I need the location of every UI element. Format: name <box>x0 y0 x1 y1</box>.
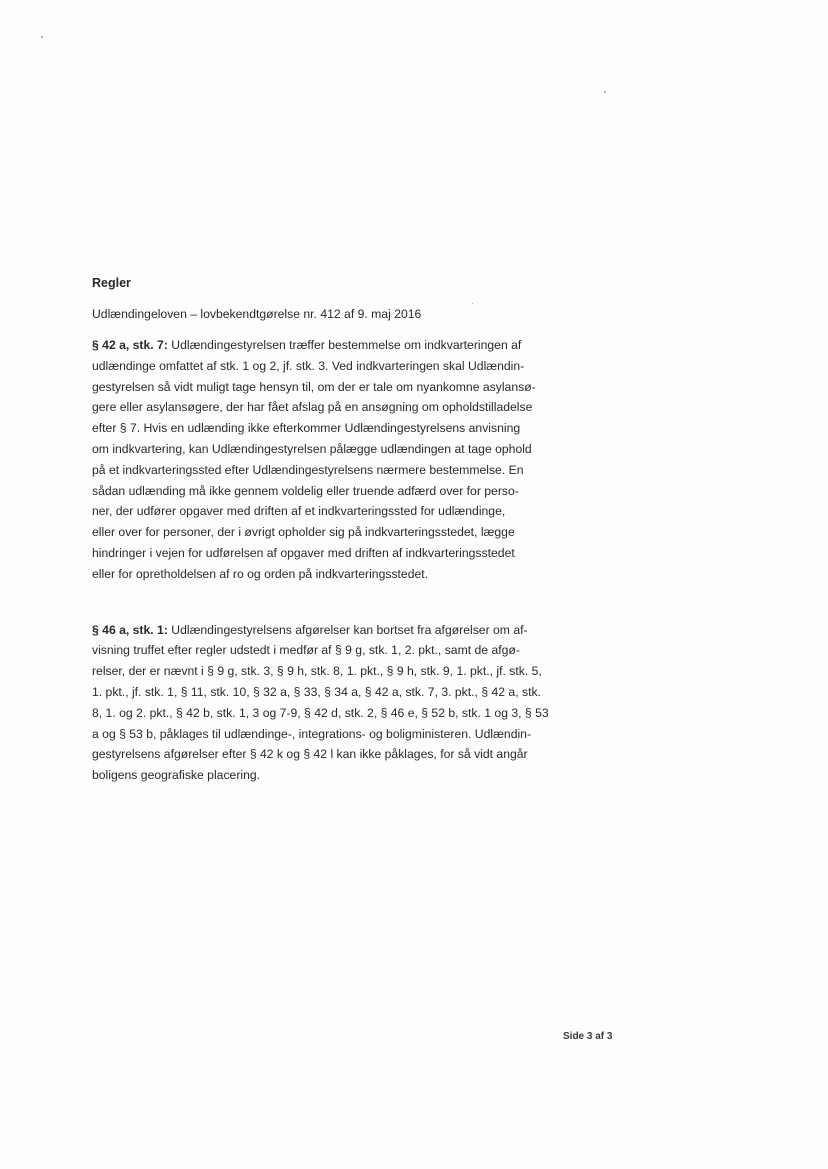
scan-speck <box>41 36 43 38</box>
paragraph-line: gestyrelsens afgørelser efter § 42 k og § 42 l kan ikke påklages, for så vidt angår <box>92 747 528 762</box>
paragraph-line: relser, der er nævnt i § 9 g, stk. 3, § 9 h, stk. 8, 1. pkt., § 9 h, stk. 9, 1. pkt., jf. stk. 5, <box>92 664 542 679</box>
paragraph-46a-stk1 <box>92 620 654 786</box>
paragraph-line: udlændinge omfattet af stk. 1 og 2, jf. stk. 3. Ved indkvarteringen skal Udlændin- <box>92 358 525 373</box>
paragraph-line: visning truffet efter regler udstedt i medfør af § 9 g, stk. 1, 2. pkt., samt de afgø- <box>92 643 520 658</box>
paragraph-line: gestyrelsen så vidt muligt tage hensyn til, om der er tale om nyankomne asylansø- <box>92 379 536 394</box>
law-source-line: Udlændingeloven – lovbekendtgørelse nr. 412 af 9. maj 2016 <box>92 307 422 321</box>
paragraph-reference: § 42 a, stk. 7: <box>92 338 168 352</box>
paragraph-line: Udlændingestyrelsen træffer bestemmelse om indkvarteringen af <box>167 338 522 352</box>
paragraph-line: ner, der udfører opgaver med driften af et indkvarteringssted for udlændinge, <box>92 504 506 519</box>
paragraph-line: på et indkvarteringssted efter Udlændingestyrelsens nærmere bestemmelse. En <box>92 462 524 477</box>
paragraph-reference: § 46 a, stk. 1: <box>92 622 168 637</box>
paragraph-line: hindringer i vejen for udførelsen af opgaver med driften af indkvarteringsstedet <box>92 545 515 560</box>
paragraph-line: sådan udlænding må ikke gennem voldelig eller truende adfærd over for perso- <box>92 483 519 498</box>
paragraph-line: om indkvartering, kan Udlændingestyrelsen pålægge udlændingen at tage ophold <box>92 441 532 456</box>
paragraph-line: Udlændingestyrelsens afgørelser kan bortset fra afgørelser om af- <box>167 622 528 637</box>
paragraph-line: efter § 7. Hvis en udlænding ikke efterkommer Udlændingestyrelsens anvisning <box>92 421 521 436</box>
document-body <box>92 276 654 786</box>
paragraph-line: eller for opretholdelsen af ro og orden på indkvarteringsstedet. <box>92 566 429 581</box>
paragraph-line: boligens geografiske placering. <box>92 768 261 783</box>
scan-speck <box>604 91 606 93</box>
paragraph-line: eller over for personer, der i øvrigt opholder sig på indkvarteringsstedet, lægge <box>92 525 515 540</box>
paragraph-line: gere eller asylansøgere, der har fået afslag på en ansøgning om opholdstilladelse <box>92 400 533 415</box>
paragraph-line: a og § 53 b, påklages til udlændinge-, integrations- og boligministeren. Udlændin- <box>92 726 532 741</box>
paragraph-line: 8, 1. og 2. pkt., § 42 b, stk. 1, 3 og 7-9, § 42 d, stk. 2, § 46 e, § 52 b, stk. 1 og 3, § 53 <box>92 705 549 720</box>
section-heading: Regler <box>92 276 131 290</box>
page-number: Side 3 af 3 <box>563 1031 613 1042</box>
paragraph-line: 1. pkt., jf. stk. 1, § 11, stk. 10, § 32 a, § 33, § 34 a, § 42 a, stk. 7, 3. pkt., § 42 a, stk. <box>92 684 541 699</box>
paragraph-42a-stk7 <box>92 335 654 585</box>
